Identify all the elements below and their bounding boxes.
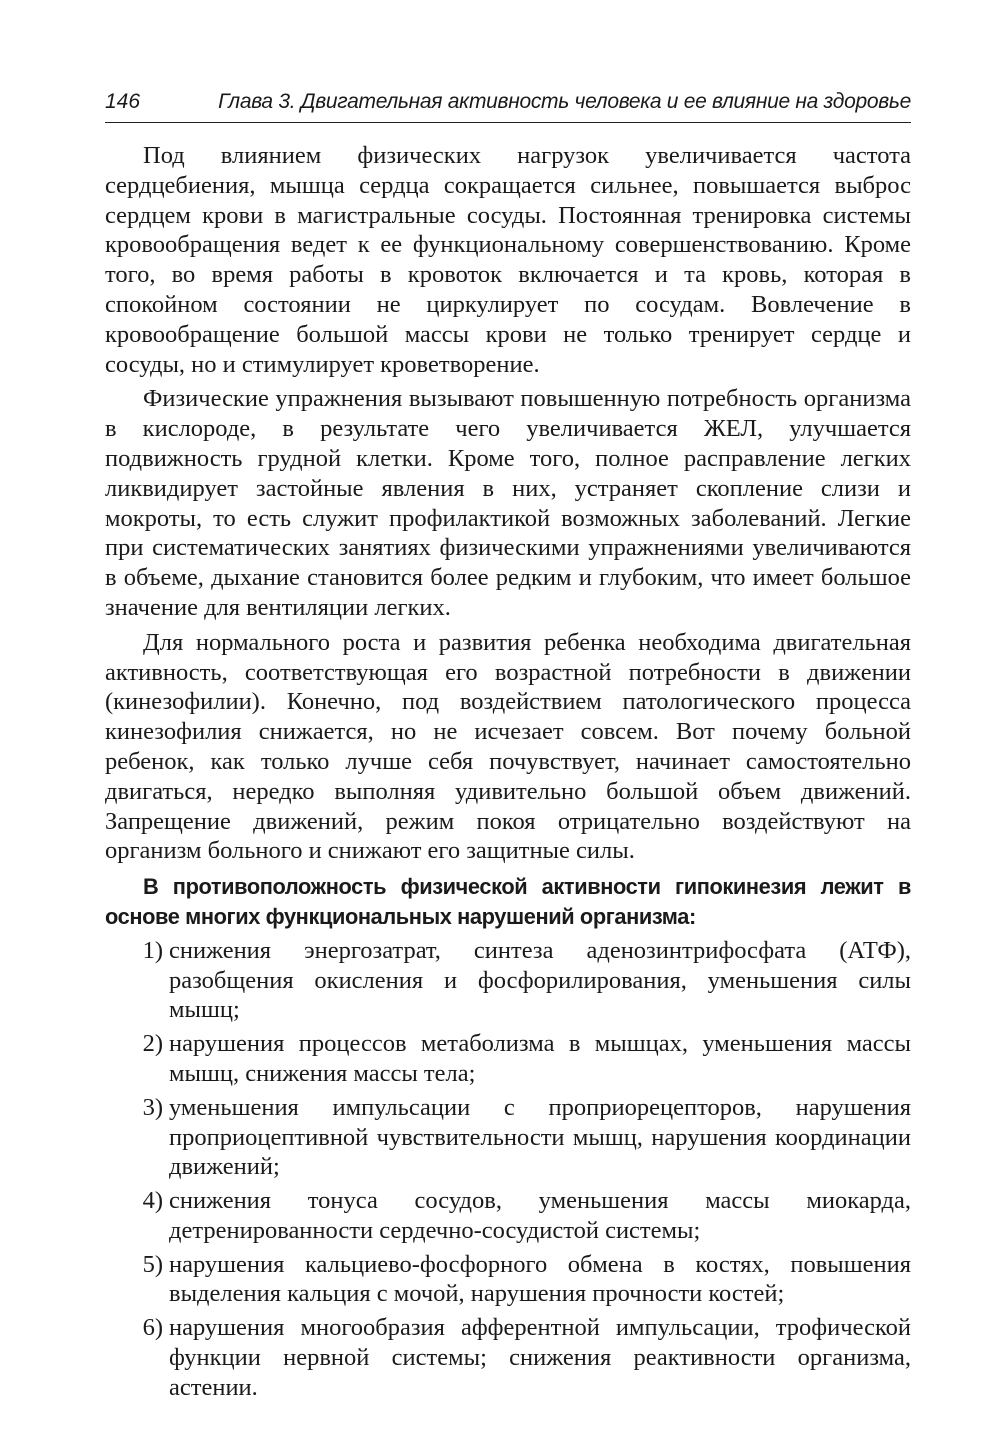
- page-body: [105, 141, 911, 1403]
- list-item: [105, 936, 911, 1025]
- list-item-number: 2): [142, 1030, 163, 1058]
- list-item-text: снижения энергозатрат, синтеза аденозинтрифосфата (АТФ), разобщения окисления и фосфорилирования, уменьшения силы мышц;: [169, 936, 911, 1024]
- list-item-text: снижения тонуса сосудов, уменьшения массы миокарда, детренированности сердечно-сосудистой системы;: [169, 1187, 911, 1244]
- list-item-number: 5): [142, 1250, 163, 1278]
- hypokinesia-effects-list: [105, 936, 911, 1403]
- paragraph-kinesophilia: Для нормального роста и развития ребенка необходима двигательная активность, соответствующая его возрастной потребности в движении (кинезофилии). Конечно, под воздействием патологического процесса кинезофилия снижается, но не исчезает совсем. Вот почему больной ребенок, как только лучше себя почувствует, начинает самостоятельно двигаться, нередко выполняя удивительно большой объем движений. Запрещение движений, режим покоя отрицательно воздействуют на организм больного и снижают его защитные силы.: [105, 628, 911, 865]
- paragraph-circulation: Под влиянием физических нагрузок увеличивается частота сердцебиения, мышца сердца сокращается сильнее, повышается выброс сердцем крови в магистральные сосуды. Постоянная тренировка системы кровообращения ведет к ее функциональному совершенствованию. Кроме того, во время работы в кровоток включается и та кровь, которая в спокойном состоянии не циркулирует по сосудам. Вовлечение в кровообращение большой массы крови не только тренирует сердце и сосуды, но и стимулирует кроветворение.: [105, 142, 911, 378]
- list-item-text: нарушения процессов метаболизма в мышцах, уменьшения массы мышц, снижения массы тела;: [169, 1030, 911, 1087]
- list-item-number: 3): [142, 1093, 163, 1121]
- hypokinesia-lead: В противоположность физической активности гипокинезия лежит в основе многих функциональных нарушений организма:: [105, 874, 911, 929]
- list-item-number: 4): [142, 1187, 163, 1215]
- page-number: 146: [105, 90, 141, 113]
- list-item: [105, 1313, 911, 1402]
- list-item: [105, 1250, 911, 1310]
- list-item-number: 6): [142, 1314, 163, 1342]
- list-item-number: 1): [142, 936, 163, 964]
- book-page: [105, 88, 911, 1403]
- running-head: [105, 88, 911, 123]
- list-item-text: уменьшения импульсации с проприорецепторов, нарушения проприоцептивной чувствительности мышц, нарушения координации движений;: [169, 1093, 911, 1181]
- chapter-title: Глава 3. Двигательная активность человека и ее влияние на здоровье: [218, 90, 911, 113]
- list-item: [105, 1093, 911, 1182]
- list-item: [105, 1029, 911, 1089]
- list-item: [105, 1186, 911, 1246]
- list-item-text: нарушения многообразия афферентной импульсации, трофической функции нервной системы; снижения реактивности организма, астении.: [169, 1314, 911, 1401]
- list-item-text: нарушения кальциево-фосфорного обмена в костях, повышения выделения кальция с мочой, нарушения прочности костей;: [169, 1250, 911, 1308]
- paragraph-respiration: Физические упражнения вызывают повышенную потребность организма в кислороде, в результате чего увеличивается ЖЕЛ, улучшается подвижность грудной клетки. Кроме того, полное расправление легких ликвидирует застойные явления в них, устраняет скопление слизи и мокроты, то есть служит профилактикой возможных заболеваний. Легкие при систематических занятиях физическими упражнениями увеличиваются в объеме, дыхание становится более редким и глубоким, что имеет большое значение для вентиляции легких.: [105, 385, 911, 621]
